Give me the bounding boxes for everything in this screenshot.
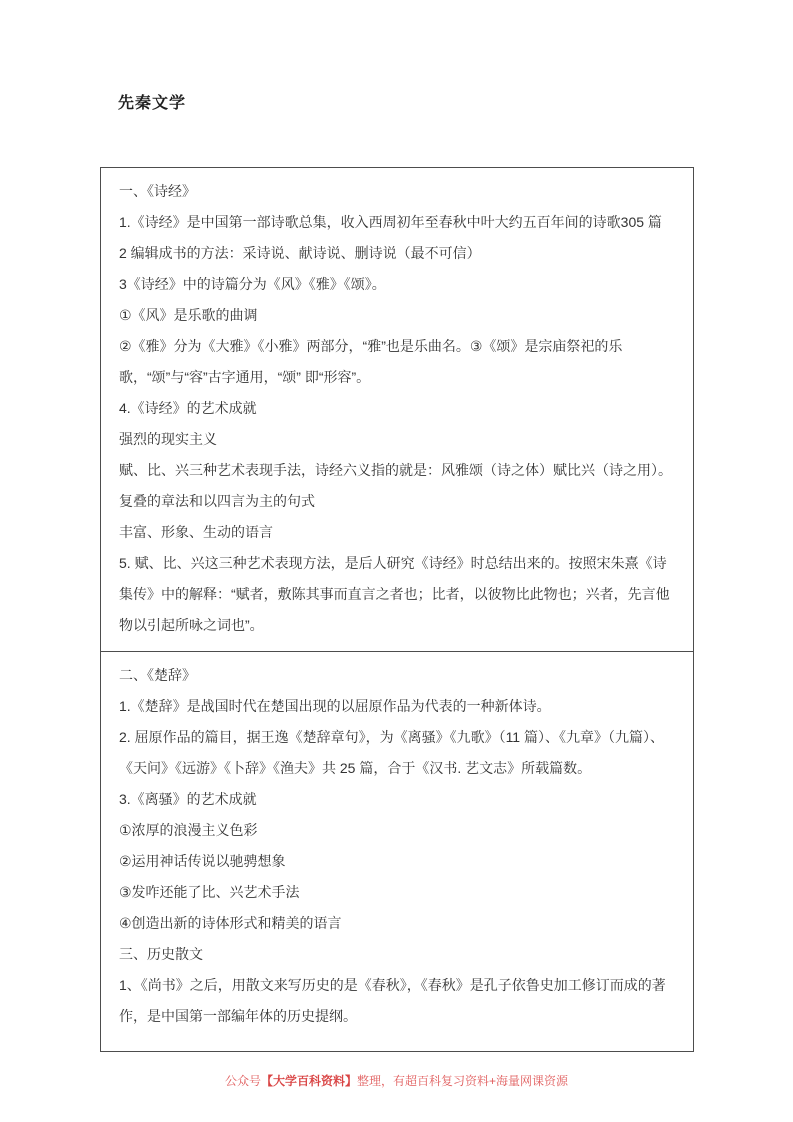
paragraph: ②《雅》分为《大雅》《小雅》两部分，“雅”也是乐曲名。③《颂》是宗庙祭祀的乐歌，“颂”与“容”古字通用，“颂” 即“形容”。 [119, 338, 623, 385]
paragraph: ④创造出新的诗体形式和精美的语言 [119, 915, 342, 931]
paragraph: ②运用神话传说以驰骋想象 [119, 853, 286, 869]
page-title: 先秦文学 [118, 95, 187, 112]
footer-brand: 【大学百科资料】 [260, 1074, 357, 1088]
paragraph: 1、《尚书》之后，用散文来写历史的是《春秋》，《春秋》是孔子依鲁史加工修订而成的著作，是中国第一部编年体的历史提纲。 [119, 977, 666, 1024]
paragraph: 强烈的现实主义 [119, 431, 217, 447]
paragraph: 3《诗经》中的诗篇分为《风》《雅》《颂》。 [119, 276, 386, 292]
paragraph: ③发咋还能了比、兴艺术手法 [119, 884, 300, 900]
paragraph: 丰富、形象、生动的语言 [119, 524, 273, 540]
paragraph: 2. 屈原作品的篇目，据王逸《楚辞章句》，为《离骚》《九歌》（11 篇）、《九章》（九篇）、《天问》《远游》《卜辞》《渔夫》共 25 篇，合于《汉书. 艺文志》所载篇数。 [119, 729, 664, 776]
paragraph: 2 编辑成书的方法：采诗说、献诗说、删诗说（最不可信） [119, 245, 481, 261]
content-table [100, 167, 694, 1052]
paragraph: 复叠的章法和以四言为主的句式 [119, 493, 315, 509]
table-cell-chuci [101, 651, 693, 1051]
paragraph: 赋、比、兴三种艺术表现手法，诗经六义指的就是：风雅颂（诗之体）赋比兴（诗之用）。 [119, 462, 672, 478]
footer-prefix: 公众号 [224, 1074, 261, 1088]
paragraph: ①《风》是乐歌的曲调 [119, 307, 258, 323]
section-heading: 三、历史散文 [119, 946, 203, 962]
paragraph: 4.《诗经》的艺术成就 [119, 400, 257, 416]
table-cell-shijing [101, 168, 693, 651]
footer-watermark [0, 1072, 793, 1090]
paragraph: 5. 赋、比、兴这三种艺术表现方法，是后人研究《诗经》时总结出来的。按照宋朱熹《诗集传》中的解释：“赋者，敷陈其事而直言之者也；比者，以彼物比此物也；兴者，先言他物以引起所咏之词也”。 [119, 555, 670, 633]
section-heading: 二、《楚辞》 [119, 667, 196, 683]
paragraph: ①浓厚的浪漫主义色彩 [119, 822, 258, 838]
footer-suffix: 整理，有超百科复习资料+海量网课资源 [357, 1074, 569, 1088]
section-heading: 一、《诗经》 [119, 183, 196, 199]
paragraph: 1.《诗经》是中国第一部诗歌总集，收入西周初年至春秋中叶大约五百年间的诗歌305 篇 [119, 214, 662, 230]
paragraph: 3.《离骚》的艺术成就 [119, 791, 257, 807]
paragraph: 1.《楚辞》是战国时代在楚国出现的以屈原作品为代表的一种新体诗。 [119, 698, 551, 714]
